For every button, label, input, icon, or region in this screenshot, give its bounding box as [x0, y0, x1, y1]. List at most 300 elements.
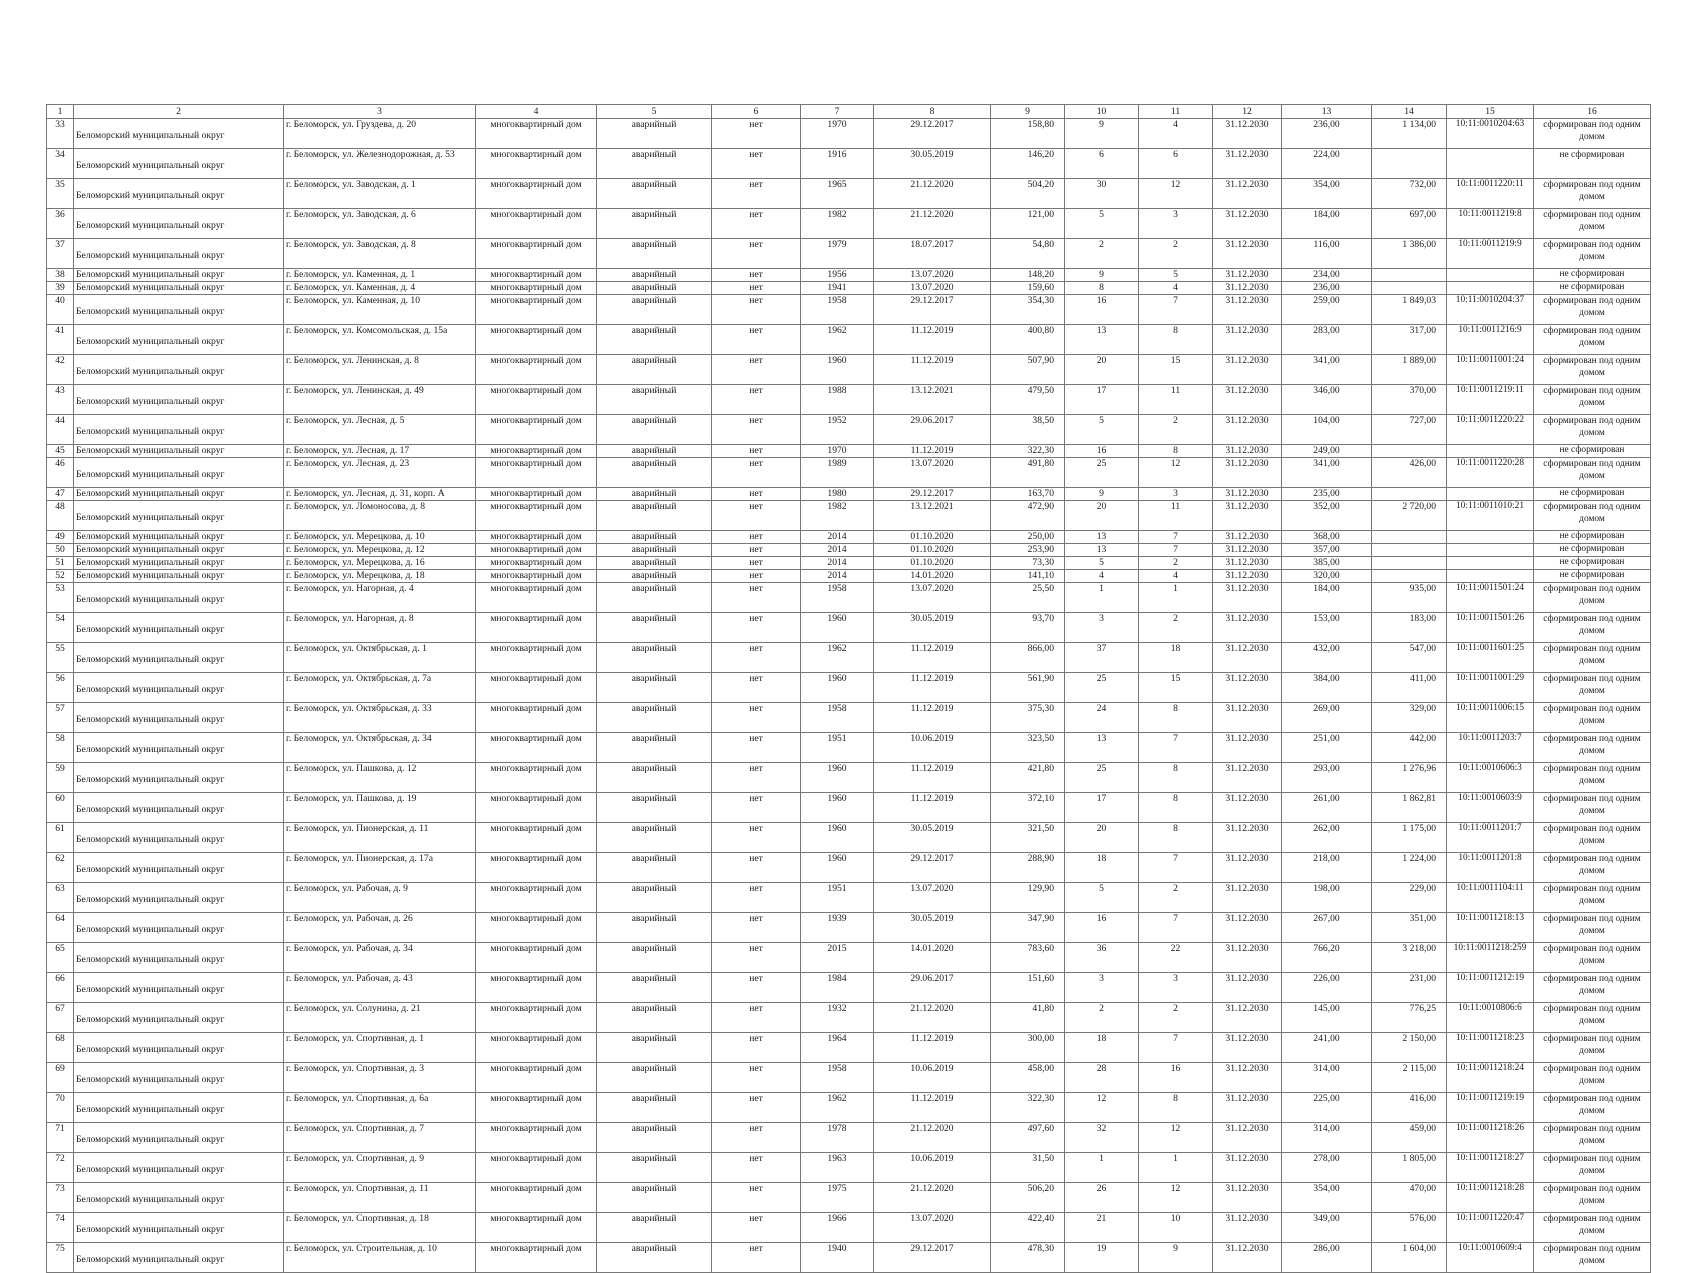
area-cell: 504,20 — [991, 179, 1065, 209]
municipality-cell: Беломорский муниципальный округ — [74, 1213, 284, 1243]
value-13-cell: 259,00 — [1282, 295, 1372, 325]
residents-cell: 30 — [1065, 179, 1139, 209]
land-area-cell: 2 115,00 — [1372, 1063, 1447, 1093]
recognition-date-cell: 10.06.2019 — [874, 1063, 991, 1093]
year-built-cell: 1960 — [801, 673, 874, 703]
cadastral-number-cell: 10:11:0011219:11 — [1447, 385, 1534, 415]
municipality-cell: Беломорский муниципальный округ — [74, 488, 284, 501]
address-cell: г. Беломорск, ул. Октябрьская, д. 1 — [284, 643, 476, 673]
year-built-cell: 1989 — [801, 458, 874, 488]
flag-cell: нет — [712, 557, 801, 570]
row-number-cell: 52 — [47, 570, 74, 583]
land-status-cell: сформирован под одним домом — [1534, 1213, 1651, 1243]
condition-cell: аварийный — [597, 570, 712, 583]
address-cell: г. Беломорск, ул. Лесная, д. 23 — [284, 458, 476, 488]
apartments-cell: 3 — [1139, 209, 1213, 239]
year-built-cell: 1979 — [801, 239, 874, 269]
value-13-cell: 116,00 — [1282, 239, 1372, 269]
housing-register-table — [46, 104, 1651, 1273]
area-cell: 25,50 — [991, 583, 1065, 613]
cadastral-number-cell: 10:11:0010204:37 — [1447, 295, 1534, 325]
condition-cell: аварийный — [597, 544, 712, 557]
table-row — [47, 673, 1651, 703]
cadastral-number-cell: 10:11:0011104:11 — [1447, 883, 1534, 913]
year-built-cell: 1978 — [801, 1123, 874, 1153]
resettlement-deadline-cell: 31.12.2030 — [1213, 295, 1282, 325]
resettlement-deadline-cell: 31.12.2030 — [1213, 149, 1282, 179]
column-number-2: 2 — [74, 105, 284, 119]
residents-cell: 13 — [1065, 531, 1139, 544]
year-built-cell: 1988 — [801, 385, 874, 415]
row-number-cell: 70 — [47, 1093, 74, 1123]
land-area-cell — [1372, 570, 1447, 583]
municipality-cell: Беломорский муниципальный округ — [74, 282, 284, 295]
flag-cell: нет — [712, 1003, 801, 1033]
building-type-cell: многоквартирный дом — [476, 1123, 597, 1153]
resettlement-deadline-cell: 31.12.2030 — [1213, 943, 1282, 973]
flag-cell: нет — [712, 570, 801, 583]
flag-cell: нет — [712, 1033, 801, 1063]
year-built-cell: 1980 — [801, 488, 874, 501]
land-area-cell — [1372, 531, 1447, 544]
building-type-cell: многоквартирный дом — [476, 1153, 597, 1183]
address-cell: г. Беломорск, ул. Ленинская, д. 8 — [284, 355, 476, 385]
recognition-date-cell: 13.12.2021 — [874, 501, 991, 531]
flag-cell: нет — [712, 583, 801, 613]
residents-cell: 5 — [1065, 415, 1139, 445]
row-number-cell: 54 — [47, 613, 74, 643]
condition-cell: аварийный — [597, 733, 712, 763]
value-13-cell: 293,00 — [1282, 763, 1372, 793]
flag-cell: нет — [712, 643, 801, 673]
land-area-cell: 470,00 — [1372, 1183, 1447, 1213]
cadastral-number-cell: 10:11:0011220:11 — [1447, 179, 1534, 209]
recognition-date-cell: 11.12.2019 — [874, 1033, 991, 1063]
table-row — [47, 1093, 1651, 1123]
recognition-date-cell: 14.01.2020 — [874, 943, 991, 973]
table-row — [47, 793, 1651, 823]
year-built-cell: 1963 — [801, 1153, 874, 1183]
table-row — [47, 355, 1651, 385]
condition-cell: аварийный — [597, 1093, 712, 1123]
cadastral-number-cell: 10:11:0011501:24 — [1447, 583, 1534, 613]
cadastral-number-cell: 10:11:0011219:9 — [1447, 239, 1534, 269]
land-area-cell: 1 862,81 — [1372, 793, 1447, 823]
resettlement-deadline-cell: 31.12.2030 — [1213, 282, 1282, 295]
flag-cell: нет — [712, 531, 801, 544]
flag-cell: нет — [712, 325, 801, 355]
address-cell: г. Беломорск, ул. Каменная, д. 10 — [284, 295, 476, 325]
recognition-date-cell: 30.05.2019 — [874, 913, 991, 943]
year-built-cell: 1962 — [801, 643, 874, 673]
year-built-cell: 1982 — [801, 501, 874, 531]
column-number-16: 16 — [1534, 105, 1651, 119]
column-number-7: 7 — [801, 105, 874, 119]
year-built-cell: 1960 — [801, 763, 874, 793]
cadastral-number-cell: 10:11:0011201:8 — [1447, 853, 1534, 883]
building-type-cell: многоквартирный дом — [476, 557, 597, 570]
address-cell: г. Беломорск, ул. Рабочая, д. 9 — [284, 883, 476, 913]
recognition-date-cell: 30.05.2019 — [874, 613, 991, 643]
municipality-cell: Беломорский муниципальный округ — [74, 149, 284, 179]
apartments-cell: 7 — [1139, 531, 1213, 544]
apartments-cell: 7 — [1139, 295, 1213, 325]
apartments-cell: 8 — [1139, 793, 1213, 823]
resettlement-deadline-cell: 31.12.2030 — [1213, 445, 1282, 458]
condition-cell: аварийный — [597, 557, 712, 570]
apartments-cell: 6 — [1139, 149, 1213, 179]
resettlement-deadline-cell: 31.12.2030 — [1213, 325, 1282, 355]
land-area-cell: 231,00 — [1372, 973, 1447, 1003]
building-type-cell: многоквартирный дом — [476, 385, 597, 415]
resettlement-deadline-cell: 31.12.2030 — [1213, 793, 1282, 823]
condition-cell: аварийный — [597, 488, 712, 501]
land-area-cell: 411,00 — [1372, 673, 1447, 703]
municipality-cell: Беломорский муниципальный округ — [74, 823, 284, 853]
municipality-cell: Беломорский муниципальный округ — [74, 1063, 284, 1093]
table-row — [47, 557, 1651, 570]
apartments-cell: 8 — [1139, 445, 1213, 458]
land-status-cell: сформирован под одним домом — [1534, 763, 1651, 793]
land-area-cell: 1 134,00 — [1372, 119, 1447, 149]
residents-cell: 2 — [1065, 1003, 1139, 1033]
land-status-cell: не сформирован — [1534, 282, 1651, 295]
year-built-cell: 1958 — [801, 583, 874, 613]
table-row — [47, 913, 1651, 943]
value-13-cell: 352,00 — [1282, 501, 1372, 531]
row-number-cell: 65 — [47, 943, 74, 973]
municipality-cell: Беломорский муниципальный округ — [74, 673, 284, 703]
table-row — [47, 1213, 1651, 1243]
column-number-4: 4 — [476, 105, 597, 119]
land-status-cell: сформирован под одним домом — [1534, 239, 1651, 269]
value-13-cell: 346,00 — [1282, 385, 1372, 415]
cadastral-number-cell — [1447, 149, 1534, 179]
value-13-cell: 269,00 — [1282, 703, 1372, 733]
municipality-cell: Беломорский муниципальный округ — [74, 544, 284, 557]
year-built-cell: 1966 — [801, 1213, 874, 1243]
flag-cell: нет — [712, 1243, 801, 1273]
area-cell: 507,90 — [991, 355, 1065, 385]
condition-cell: аварийный — [597, 501, 712, 531]
land-area-cell: 459,00 — [1372, 1123, 1447, 1153]
residents-cell: 9 — [1065, 119, 1139, 149]
residents-cell: 37 — [1065, 643, 1139, 673]
flag-cell: нет — [712, 673, 801, 703]
condition-cell: аварийный — [597, 793, 712, 823]
recognition-date-cell: 01.10.2020 — [874, 544, 991, 557]
table-row — [47, 415, 1651, 445]
row-number-cell: 67 — [47, 1003, 74, 1033]
resettlement-deadline-cell: 31.12.2030 — [1213, 733, 1282, 763]
land-status-cell: сформирован под одним домом — [1534, 119, 1651, 149]
land-status-cell: сформирован под одним домом — [1534, 673, 1651, 703]
condition-cell: аварийный — [597, 673, 712, 703]
residents-cell: 16 — [1065, 445, 1139, 458]
municipality-cell: Беломорский муниципальный округ — [74, 458, 284, 488]
area-cell: 288,90 — [991, 853, 1065, 883]
address-cell: г. Беломорск, ул. Лесная, д. 5 — [284, 415, 476, 445]
recognition-date-cell: 11.12.2019 — [874, 793, 991, 823]
municipality-cell: Беломорский муниципальный округ — [74, 501, 284, 531]
municipality-cell: Беломорский муниципальный округ — [74, 943, 284, 973]
land-status-cell: сформирован под одним домом — [1534, 325, 1651, 355]
year-built-cell: 1939 — [801, 913, 874, 943]
flag-cell: нет — [712, 269, 801, 282]
residents-cell: 13 — [1065, 325, 1139, 355]
apartments-cell: 2 — [1139, 239, 1213, 269]
table-row — [47, 1183, 1651, 1213]
land-status-cell: сформирован под одним домом — [1534, 501, 1651, 531]
land-area-cell: 351,00 — [1372, 913, 1447, 943]
resettlement-deadline-cell: 31.12.2030 — [1213, 973, 1282, 1003]
area-cell: 421,80 — [991, 763, 1065, 793]
year-built-cell: 1958 — [801, 1063, 874, 1093]
area-cell: 322,30 — [991, 1093, 1065, 1123]
municipality-cell: Беломорский муниципальный округ — [74, 973, 284, 1003]
table-row — [47, 209, 1651, 239]
resettlement-deadline-cell: 31.12.2030 — [1213, 1033, 1282, 1063]
apartments-cell: 7 — [1139, 853, 1213, 883]
condition-cell: аварийный — [597, 1213, 712, 1243]
value-13-cell: 198,00 — [1282, 883, 1372, 913]
area-cell: 146,20 — [991, 149, 1065, 179]
condition-cell: аварийный — [597, 913, 712, 943]
value-13-cell: 184,00 — [1282, 209, 1372, 239]
apartments-cell: 12 — [1139, 179, 1213, 209]
table-row — [47, 119, 1651, 149]
recognition-date-cell: 11.12.2019 — [874, 673, 991, 703]
flag-cell: нет — [712, 763, 801, 793]
land-area-cell: 1 224,00 — [1372, 853, 1447, 883]
residents-cell: 36 — [1065, 943, 1139, 973]
resettlement-deadline-cell: 31.12.2030 — [1213, 531, 1282, 544]
year-built-cell: 1958 — [801, 295, 874, 325]
municipality-cell: Беломорский муниципальный округ — [74, 209, 284, 239]
recognition-date-cell: 10.06.2019 — [874, 1153, 991, 1183]
resettlement-deadline-cell: 31.12.2030 — [1213, 1213, 1282, 1243]
resettlement-deadline-cell: 31.12.2030 — [1213, 209, 1282, 239]
year-built-cell: 1951 — [801, 883, 874, 913]
building-type-cell: многоквартирный дом — [476, 179, 597, 209]
apartments-cell: 4 — [1139, 282, 1213, 295]
value-13-cell: 354,00 — [1282, 1183, 1372, 1213]
year-built-cell: 1932 — [801, 1003, 874, 1033]
condition-cell: аварийный — [597, 883, 712, 913]
table-row — [47, 1153, 1651, 1183]
value-13-cell: 349,00 — [1282, 1213, 1372, 1243]
residents-cell: 24 — [1065, 703, 1139, 733]
table-row — [47, 239, 1651, 269]
value-13-cell: 341,00 — [1282, 458, 1372, 488]
municipality-cell: Беломорский муниципальный округ — [74, 883, 284, 913]
cadastral-number-cell: 10:11:0011218:28 — [1447, 1183, 1534, 1213]
row-number-cell: 41 — [47, 325, 74, 355]
table-row — [47, 570, 1651, 583]
year-built-cell: 1958 — [801, 703, 874, 733]
flag-cell: нет — [712, 793, 801, 823]
cadastral-number-cell: 10:11:0011218:27 — [1447, 1153, 1534, 1183]
building-type-cell: многоквартирный дом — [476, 269, 597, 282]
year-built-cell: 1970 — [801, 445, 874, 458]
address-cell: г. Беломорск, ул. Нагорная, д. 8 — [284, 613, 476, 643]
building-type-cell: многоквартирный дом — [476, 853, 597, 883]
cadastral-number-cell — [1447, 269, 1534, 282]
cadastral-number-cell — [1447, 445, 1534, 458]
resettlement-deadline-cell: 31.12.2030 — [1213, 385, 1282, 415]
address-cell: г. Беломорск, ул. Рабочая, д. 43 — [284, 973, 476, 1003]
land-status-cell: сформирован под одним домом — [1534, 385, 1651, 415]
flag-cell: нет — [712, 943, 801, 973]
apartments-cell: 8 — [1139, 763, 1213, 793]
column-number-9: 9 — [991, 105, 1065, 119]
address-cell: г. Беломорск, ул. Пионерская, д. 11 — [284, 823, 476, 853]
value-13-cell: 235,00 — [1282, 488, 1372, 501]
land-status-cell: сформирован под одним домом — [1534, 973, 1651, 1003]
recognition-date-cell: 11.12.2019 — [874, 1093, 991, 1123]
resettlement-deadline-cell: 31.12.2030 — [1213, 1093, 1282, 1123]
land-area-cell: 776,25 — [1372, 1003, 1447, 1033]
table-row — [47, 501, 1651, 531]
table-row — [47, 733, 1651, 763]
flag-cell: нет — [712, 385, 801, 415]
condition-cell: аварийный — [597, 458, 712, 488]
resettlement-deadline-cell: 31.12.2030 — [1213, 643, 1282, 673]
condition-cell: аварийный — [597, 583, 712, 613]
recognition-date-cell: 11.12.2019 — [874, 325, 991, 355]
land-area-cell: 1 889,00 — [1372, 355, 1447, 385]
land-area-cell: 3 218,00 — [1372, 943, 1447, 973]
apartments-cell: 7 — [1139, 544, 1213, 557]
building-type-cell: многоквартирный дом — [476, 943, 597, 973]
area-cell: 323,50 — [991, 733, 1065, 763]
column-number-6: 6 — [712, 105, 801, 119]
land-status-cell: сформирован под одним домом — [1534, 1153, 1651, 1183]
table-row — [47, 883, 1651, 913]
area-cell: 121,00 — [991, 209, 1065, 239]
condition-cell: аварийный — [597, 239, 712, 269]
column-number-13: 13 — [1282, 105, 1372, 119]
area-cell: 163,70 — [991, 488, 1065, 501]
resettlement-deadline-cell: 31.12.2030 — [1213, 458, 1282, 488]
land-status-cell: сформирован под одним домом — [1534, 793, 1651, 823]
residents-cell: 25 — [1065, 673, 1139, 703]
municipality-cell: Беломорский муниципальный округ — [74, 355, 284, 385]
residents-cell: 3 — [1065, 973, 1139, 1003]
land-status-cell: сформирован под одним домом — [1534, 823, 1651, 853]
year-built-cell: 1960 — [801, 853, 874, 883]
condition-cell: аварийный — [597, 703, 712, 733]
address-cell: г. Беломорск, ул. Каменная, д. 1 — [284, 269, 476, 282]
cadastral-number-cell: 10:11:0011219:8 — [1447, 209, 1534, 239]
area-cell: 73,30 — [991, 557, 1065, 570]
resettlement-deadline-cell: 31.12.2030 — [1213, 673, 1282, 703]
building-type-cell: многоквартирный дом — [476, 673, 597, 703]
condition-cell: аварийный — [597, 355, 712, 385]
address-cell: г. Беломорск, ул. Комсомольская, д. 15а — [284, 325, 476, 355]
area-cell: 250,00 — [991, 531, 1065, 544]
address-cell: г. Беломорск, ул. Пашкова, д. 19 — [284, 793, 476, 823]
row-number-cell: 49 — [47, 531, 74, 544]
table-row — [47, 973, 1651, 1003]
table-row — [47, 943, 1651, 973]
cadastral-number-cell: 10:11:0011601:25 — [1447, 643, 1534, 673]
address-cell: г. Беломорск, ул. Пионерская, д. 17а — [284, 853, 476, 883]
cadastral-number-cell — [1447, 544, 1534, 557]
row-number-cell: 59 — [47, 763, 74, 793]
apartments-cell: 15 — [1139, 355, 1213, 385]
building-type-cell: многоквартирный дом — [476, 295, 597, 325]
condition-cell: аварийный — [597, 531, 712, 544]
residents-cell: 32 — [1065, 1123, 1139, 1153]
municipality-cell: Беломорский муниципальный округ — [74, 1033, 284, 1063]
row-number-cell: 57 — [47, 703, 74, 733]
table-row — [47, 1243, 1651, 1273]
recognition-date-cell: 11.12.2019 — [874, 445, 991, 458]
row-number-cell: 44 — [47, 415, 74, 445]
building-type-cell: многоквартирный дом — [476, 703, 597, 733]
resettlement-deadline-cell: 31.12.2030 — [1213, 703, 1282, 733]
cadastral-number-cell: 10:11:0011218:24 — [1447, 1063, 1534, 1093]
building-type-cell: многоквартирный дом — [476, 913, 597, 943]
area-cell: 253,90 — [991, 544, 1065, 557]
residents-cell: 5 — [1065, 883, 1139, 913]
row-number-cell: 75 — [47, 1243, 74, 1273]
year-built-cell: 1960 — [801, 823, 874, 853]
cadastral-number-cell: 10:11:0011201:7 — [1447, 823, 1534, 853]
area-cell: 321,50 — [991, 823, 1065, 853]
resettlement-deadline-cell: 31.12.2030 — [1213, 583, 1282, 613]
cadastral-number-cell: 10:11:0010204:63 — [1447, 119, 1534, 149]
area-cell: 148,20 — [991, 269, 1065, 282]
residents-cell: 17 — [1065, 793, 1139, 823]
resettlement-deadline-cell: 31.12.2030 — [1213, 570, 1282, 583]
land-status-cell: сформирован под одним домом — [1534, 1003, 1651, 1033]
land-status-cell: не сформирован — [1534, 149, 1651, 179]
residents-cell: 3 — [1065, 613, 1139, 643]
recognition-date-cell: 21.12.2020 — [874, 179, 991, 209]
apartments-cell: 9 — [1139, 1243, 1213, 1273]
address-cell: г. Беломорск, ул. Солунина, д. 21 — [284, 1003, 476, 1033]
flag-cell: нет — [712, 544, 801, 557]
cadastral-number-cell: 10:11:0011218:13 — [1447, 913, 1534, 943]
municipality-cell: Беломорский муниципальный округ — [74, 703, 284, 733]
flag-cell: нет — [712, 613, 801, 643]
condition-cell: аварийный — [597, 853, 712, 883]
municipality-cell: Беломорский муниципальный округ — [74, 643, 284, 673]
building-type-cell: многоквартирный дом — [476, 1063, 597, 1093]
residents-cell: 2 — [1065, 239, 1139, 269]
land-status-cell: сформирован под одним домом — [1534, 853, 1651, 883]
land-status-cell: сформирован под одним домом — [1534, 583, 1651, 613]
row-number-cell: 69 — [47, 1063, 74, 1093]
building-type-cell: многоквартирный дом — [476, 613, 597, 643]
address-cell: г. Беломорск, ул. Нагорная, д. 4 — [284, 583, 476, 613]
address-cell: г. Беломорск, ул. Заводская, д. 6 — [284, 209, 476, 239]
value-13-cell: 314,00 — [1282, 1123, 1372, 1153]
year-built-cell: 2015 — [801, 943, 874, 973]
table-row — [47, 295, 1651, 325]
building-type-cell: многоквартирный дом — [476, 458, 597, 488]
recognition-date-cell: 29.12.2017 — [874, 295, 991, 325]
cadastral-number-cell — [1447, 282, 1534, 295]
flag-cell: нет — [712, 913, 801, 943]
flag-cell: нет — [712, 703, 801, 733]
area-cell: 375,30 — [991, 703, 1065, 733]
resettlement-deadline-cell: 31.12.2030 — [1213, 488, 1282, 501]
recognition-date-cell: 30.05.2019 — [874, 149, 991, 179]
residents-cell: 8 — [1065, 282, 1139, 295]
